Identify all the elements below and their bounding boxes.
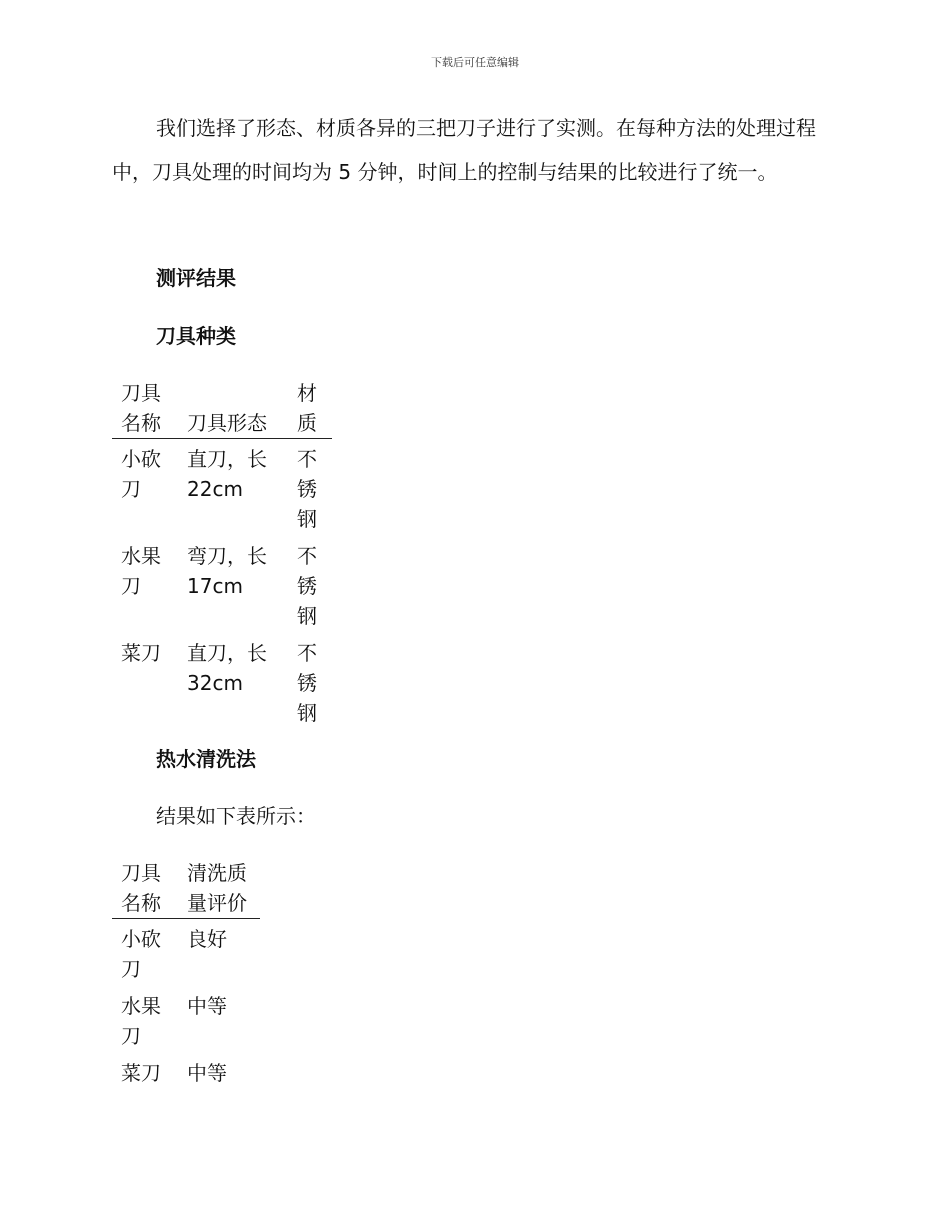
cell-cleaning-quality: 良好 xyxy=(187,927,227,951)
col-header-cleaning-quality: 清洗质量评价 xyxy=(178,858,260,919)
cell-knife-shape: 弯刀，长 17cm xyxy=(187,544,267,598)
knife-types-table xyxy=(112,378,332,730)
cell-knife-name: 小砍刀 xyxy=(121,447,161,501)
col-header-material: 材质 xyxy=(288,378,332,439)
intro-text: 我们选择了形态、材质各异的三把刀子进行了实测。在每种方法的处理过程中，刀具处理的时间均为 5 分钟，时间上的控制与结果的比较进行了统一。 xyxy=(112,116,816,184)
results-caption: 结果如下表所示： xyxy=(156,804,316,828)
intro-paragraph xyxy=(112,106,832,194)
col-header-knife-shape: 刀具形态 xyxy=(178,378,288,439)
table-header-row xyxy=(112,858,260,919)
cell-cleaning-quality: 中等 xyxy=(187,1061,227,1085)
page-header: 下载后可任意编辑 xyxy=(431,56,519,69)
table-row xyxy=(112,633,332,730)
cell-knife-shape: 直刀，长 32cm xyxy=(187,641,267,695)
cell-knife-name: 水果刀 xyxy=(121,544,161,598)
cell-knife-name: 菜刀 xyxy=(121,1061,161,1085)
cell-knife-name: 小砍刀 xyxy=(121,927,161,981)
col-header-knife-name: 刀具名称 xyxy=(112,378,178,439)
hot-water-results-table xyxy=(112,858,260,1090)
table-row xyxy=(112,919,260,987)
cell-material: 不锈钢 xyxy=(297,447,317,531)
table-header-row xyxy=(112,378,332,439)
col-header-knife-name: 刀具名称 xyxy=(112,858,178,919)
cell-cleaning-quality: 中等 xyxy=(187,994,227,1018)
table-row xyxy=(112,536,332,633)
cell-material: 不锈钢 xyxy=(297,544,317,628)
table-row xyxy=(112,1053,260,1090)
table-row xyxy=(112,439,332,537)
cell-knife-name: 菜刀 xyxy=(121,641,161,665)
heading-results: 测评结果 xyxy=(156,266,236,290)
table-row xyxy=(112,986,260,1053)
cell-knife-name: 水果刀 xyxy=(121,994,161,1048)
cell-knife-shape: 直刀，长 22cm xyxy=(187,447,267,501)
cell-material: 不锈钢 xyxy=(297,641,317,725)
heading-knife-types: 刀具种类 xyxy=(156,324,236,348)
heading-hot-water-method: 热水清洗法 xyxy=(156,747,256,771)
